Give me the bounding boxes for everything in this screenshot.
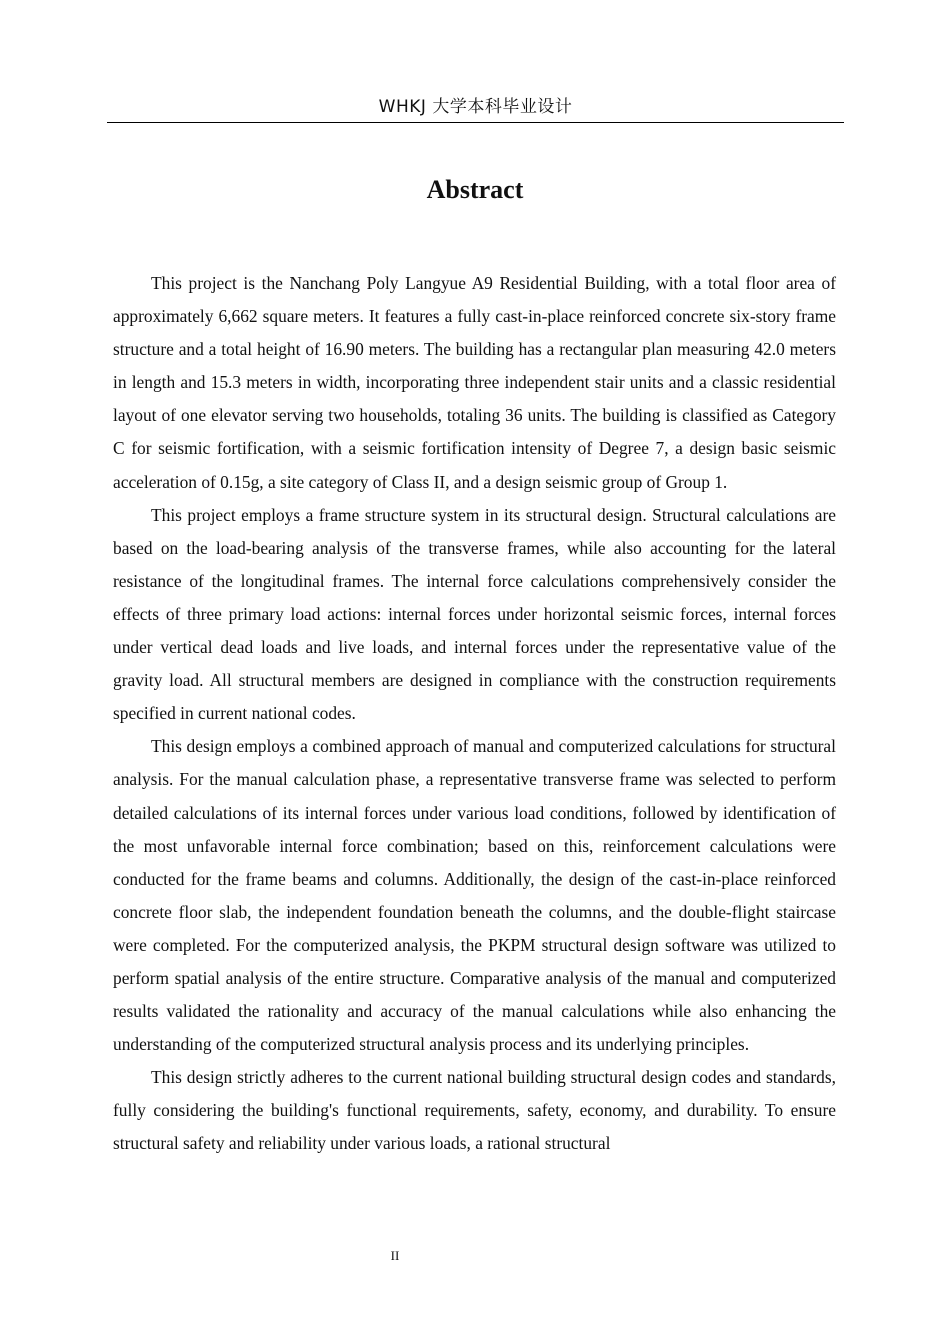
header-text: WHKJ 大学本科毕业设计 <box>378 97 573 117</box>
paragraph-2: This project employs a frame structure system in its structural design. Structural calculations are based on the load-bearing analysis of the transverse frames, while also accounting for the lateral resistance of the longitudinal frames. The internal force calculations comprehensively consider the effects of three primary load actions: internal forces under horizontal seismic forces, internal forces under vertical dead loads and live loads, and internal forces under the representative value of the gravity load. All structural members are designed in compliance with the construction requirements specified in current national codes. <box>113 504 836 724</box>
paragraph-1: This project is the Nanchang Poly Langyue A9 Residential Building, with a total floor area of approximately 6,662 square meters. It features a fully cast-in-place reinforced concrete six-story frame structure and a total height of 16.90 meters. The building has a rectangular plan measuring 42.0 meters in length and 15.3 meters in width, incorporating three independent stair units and a classic residential layout of one elevator serving two households, totaling 36 units. The building is classified as Category C for seismic fortification, with a seismic fortification intensity of Degree 7, a design basic seismic acceleration of 0.15g, a site category of Class II, and a design seismic group of Group 1. <box>113 273 836 492</box>
page-header <box>107 93 844 123</box>
paragraph-4: This design strictly adheres to the current national building structural design codes and standards, fully considering the building's functional requirements, safety, economy, and durability. To ensure structural safety and reliability under various loads, a rational structural <box>113 1067 836 1154</box>
abstract-body <box>113 267 836 1161</box>
page-number: II <box>390 1248 400 1263</box>
page-title: Abstract <box>426 175 524 204</box>
paragraph-3: This design employs a combined approach of manual and computerized calculations for structural analysis. For the manual calculation phase, a representative transverse frame was selected to perform detailed calculations of its internal forces under various load conditions, followed by identification of the most unfavorable internal force combination; based on this, reinforcement calculations were conducted for the frame beams and columns. Additionally, the design of the cast-in-place reinforced concrete floor slab, the independent foundation beneath the columns, and the double-flight staircase were completed. For the computerized analysis, the PKPM structural design software was utilized to perform spatial analysis of the entire structure. Comparative analysis of the manual and computerized results validated the rationality and accuracy of the manual calculations while also enhancing the understanding of the computerized structural analysis process and its underlying principles. <box>113 736 836 1055</box>
